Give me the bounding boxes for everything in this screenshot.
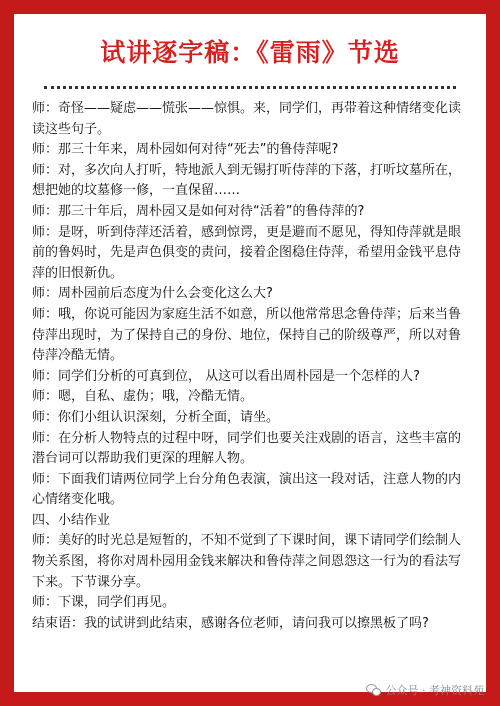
document-body <box>28 99 472 634</box>
paragraph: 师：那三十年后，周朴园又是如何对待“活着”的鲁侍萍的? <box>32 203 365 219</box>
watermark <box>366 682 485 698</box>
paragraph: 师：下面我们请两位同学上台分角色表演，演出这一段对话，注意人物的内心情绪变化哦。 <box>32 471 462 508</box>
watermark-text: 公众号 · 考神资料苑 <box>385 684 484 697</box>
paragraph: 结束语：我的试讲到此结束，感谢各位老师，请问我可以擦黑板了吗? <box>32 615 429 631</box>
paragraph: 师：是呀，听到侍萍还活着，感到惊谔，更是避而不愿见，得知侍萍就是眼前的鲁妈时，先是声色俱变的责问，接着企图稳住侍萍，希望用金钱平息侍萍的旧恨新仇。 <box>32 224 462 281</box>
document-page <box>14 14 486 692</box>
paragraph: 师：奇怪——疑虑——慌张——惊惧。来，同学们，再带着这种情绪变化读读这些句子。 <box>32 101 462 137</box>
paragraph: 师：下课，同学们再见。 <box>32 595 176 611</box>
paragraph: 师：你们小组认识深刻，分析全面，请坐。 <box>32 409 280 425</box>
section-heading: 四、小结作业 <box>32 512 111 528</box>
paragraph: 师：同学们分析的可真到位， 从这可以看出周朴园是一个怎样的人? <box>32 368 421 384</box>
document-title: 试讲逐字稿：《雷雨》节选 <box>100 38 400 67</box>
paragraph: 师：在分析人物特点的过程中呀，同学们也要关注戏剧的语言，这些丰富的潜台词可以帮助我们更深的理解人物。 <box>32 430 462 467</box>
paragraph: 师：周朴园前后态度为什么会变化这么大? <box>32 286 273 302</box>
paragraph: 师：哦，你说可能因为家庭生活不如意，所以他常常思念鲁侍萍；后来当鲁侍萍出现时，为了保持自己的身份、地位，保持自己的阶级尊严，所以对鲁侍萍冷酷无情。 <box>32 306 462 364</box>
paragraph: 师：对，多次向人打听，特地派人到无锡打听侍萍的下落，打听坟墓所在，想把她的坟墓修一修，一直保留…… <box>32 162 462 199</box>
dotted-divider <box>44 86 456 89</box>
paragraph: 师：嗯，自私、虚伪；哦，冷酷无情。 <box>32 389 254 405</box>
paragraph: 师：那三十年来，周朴园如何对待“死去”的鲁侍萍呢? <box>32 142 339 158</box>
paragraph: 师：美好的时光总是短暂的，不知不觉到了下课时间，课下请同学们绘制人物关系图，将你对周朴园用金钱来解决和鲁侍萍之间恩怨这一行为的看法写下来。下节课分享。 <box>32 533 462 590</box>
wechat-icon <box>366 684 382 696</box>
